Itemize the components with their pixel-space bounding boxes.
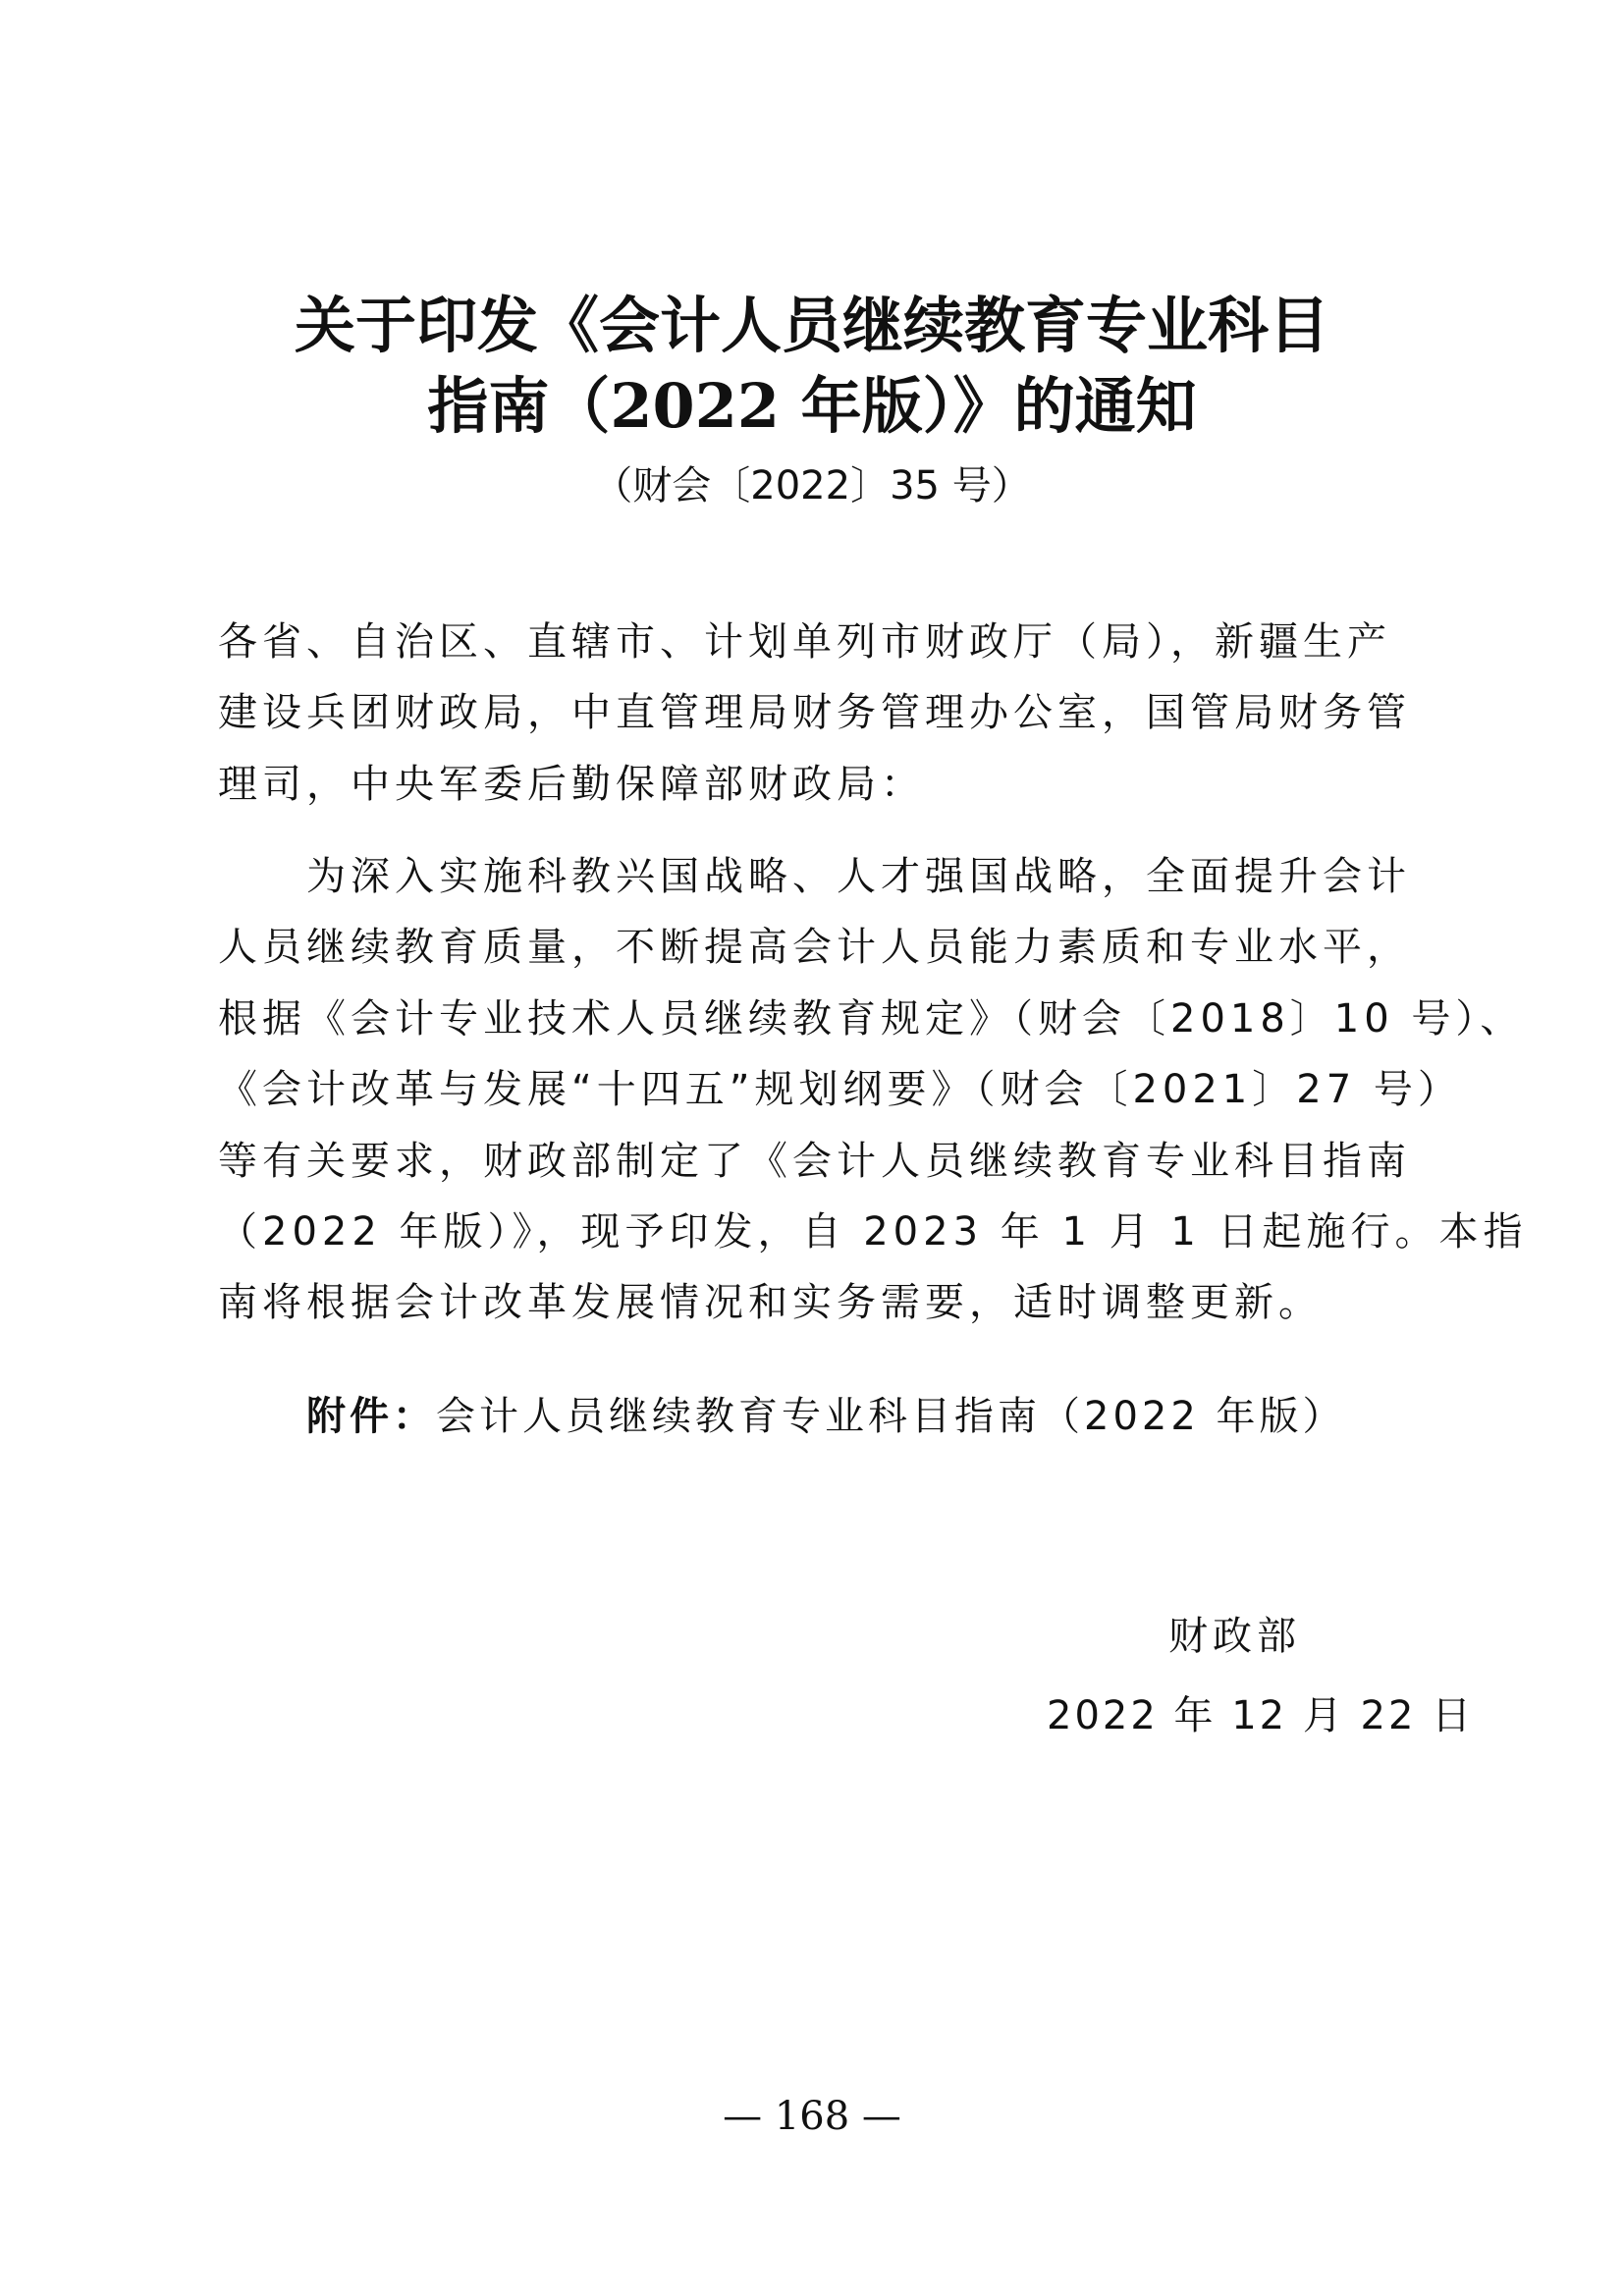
body-paragraph	[218, 841, 1528, 1339]
body-line: 南将根据会计改革发展情况和实务需要，适时调整更新。	[218, 1280, 1323, 1326]
issue-date: 2022 年 12 月 22 日	[1047, 1693, 1475, 1738]
body-line: 《会计改革与发展“十四五”规划纲要》（财会〔2021〕27 号）	[218, 1067, 1462, 1113]
body-line: （2022 年版）》，现予印发，自 2023 年 1 月 1 日起施行。本指	[218, 1209, 1528, 1255]
body-line: 根据《会计专业技术人员继续教育规定》（财会〔2018〕10 号）、	[218, 995, 1525, 1041]
addressee-block	[218, 607, 1411, 820]
addressee-line: 理司，中央军委后勤保障部财政局：	[218, 761, 925, 807]
attachment-label: 附件：	[306, 1394, 436, 1439]
attachment-line	[306, 1381, 1346, 1452]
document-title-line-1: 关于印发《会计人员继续教育专业科目	[294, 290, 1329, 361]
body-line: 人员继续教育质量，不断提高会计人员能力素质和专业水平，	[218, 925, 1411, 971]
addressee-line: 各省、自治区、直辖市、计划单列市财政厅（局），新疆生产	[218, 619, 1391, 665]
document-title-line-2: 指南（2022 年版）》的通知	[427, 370, 1197, 442]
body-line: 等有关要求，财政部制定了《会计人员继续教育专业科目指南	[218, 1138, 1411, 1184]
addressee-line: 建设兵团财政局，中直管理局财务管理办公室，国管局财务管	[218, 690, 1411, 736]
body-line: 为深入实施科教兴国战略、人才强国战略，全面提升会计	[306, 854, 1411, 899]
attachment-title: 会计人员继续教育专业科目指南（2022 年版）	[436, 1394, 1346, 1439]
document-number: （财会〔2022〕35 号）	[593, 463, 1031, 508]
issuer-signature: 财政部	[1168, 1614, 1301, 1659]
page-number: — 168 —	[723, 2094, 901, 2139]
